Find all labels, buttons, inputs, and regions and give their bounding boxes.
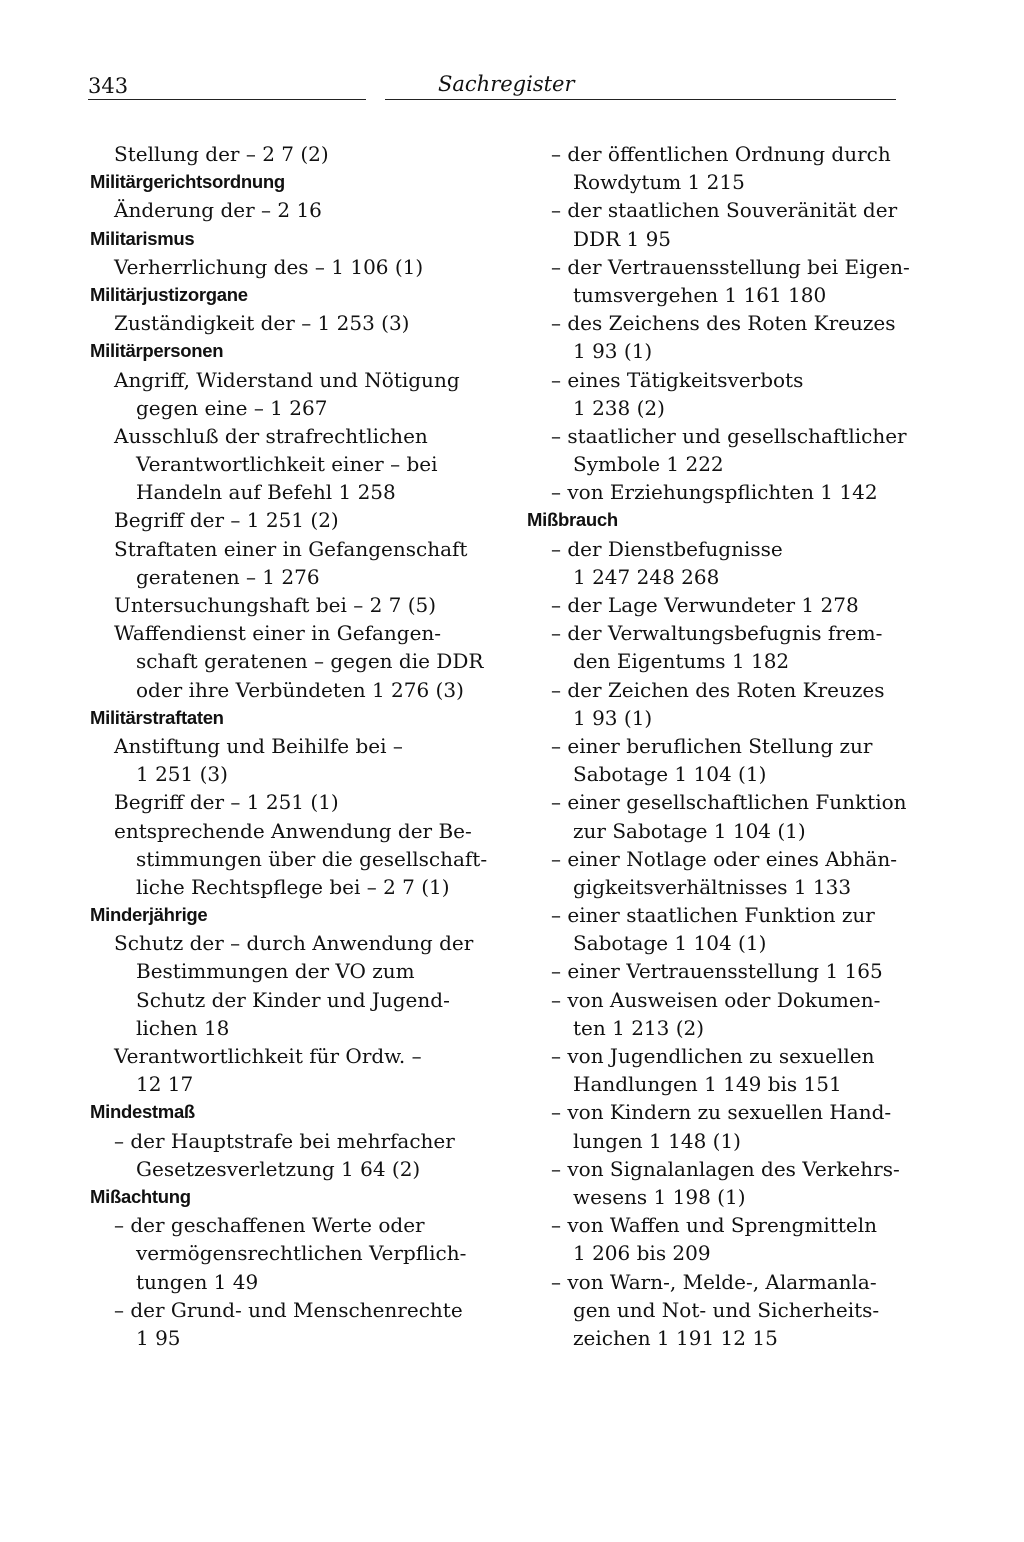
index-entry: – des Zeichens des Roten Kreuzes [551, 311, 896, 336]
index-heading: Mißachtung [90, 1185, 191, 1207]
index-entry: – von Jugendlichen zu sexuellen [551, 1044, 875, 1068]
header-rule-right [385, 99, 896, 100]
index-entry: – der Lage Verwundeter 1 278 [551, 593, 859, 617]
index-entry: – einer beruflichen Stellung zur [551, 733, 873, 758]
index-entry: Angriff, Widerstand und Nötigung [114, 367, 460, 392]
index-entry: – einer Notlage oder eines Abhän- [551, 846, 897, 871]
index-entry: 1 251 (3) [136, 762, 228, 787]
index-entry: – der staatlichen Souveränität der [551, 198, 898, 223]
index-entry: Ausschluß der strafrechtlichen [114, 423, 428, 448]
index-entry: Änderung der – 2 16 [114, 198, 322, 223]
index-entry: – einer gesellschaftlichen Funktion [551, 790, 907, 815]
index-entry: Schutz der Kinder und Jugend- [136, 987, 450, 1012]
index-entry: – von Warn-, Melde-, Alarmanla- [551, 1269, 877, 1294]
index-entry: Symbole 1 222 [573, 452, 724, 477]
index-entry: – der Zeichen des Roten Kreuzes [551, 677, 885, 702]
index-entry: geratenen – 1 276 [136, 564, 320, 589]
index-column-right [527, 140, 910, 1352]
index-heading: Minderjährige [90, 904, 208, 926]
index-entry: oder ihre Verbündeten 1 276 (3) [136, 677, 464, 702]
index-entry: den Eigentums 1 182 [573, 649, 790, 674]
index-entry: lungen 1 148 (1) [573, 1128, 741, 1153]
index-entry: 1 93 (1) [573, 339, 653, 364]
index-entry: schaft geratenen – gegen die DDR [136, 649, 484, 674]
index-entry: Zuständigkeit der – 1 253 (3) [114, 311, 410, 336]
index-entry: – der Dienstbefugnisse [551, 536, 783, 561]
index-entry: lichen 18 [136, 1015, 230, 1040]
index-entry: gigkeitsverhältnisses 1 133 [573, 874, 852, 899]
index-entry: – der Hauptstrafe bei mehrfacher [114, 1128, 455, 1153]
index-entry: Stellung der – 2 7 (2) [114, 142, 329, 166]
index-heading: Militarismus [90, 227, 195, 249]
index-entry: Verherrlichung des – 1 106 (1) [114, 254, 424, 279]
index-entry: ten 1 213 (2) [573, 1015, 705, 1040]
index-entry: – staatlicher und gesellschaftlicher [551, 423, 907, 448]
page-number: 343 [88, 74, 129, 98]
index-entry: Anstiftung und Beihilfe bei – [114, 733, 403, 758]
index-entry: DDR 1 95 [573, 226, 672, 251]
index-entry: 1 93 (1) [573, 705, 653, 730]
index-entry: – der öffentlichen Ordnung durch [551, 142, 891, 166]
index-entry: Handeln auf Befehl 1 258 [136, 480, 396, 505]
index-heading: Militärpersonen [90, 340, 224, 362]
index-entry: Gesetzesverletzung 1 64 (2) [136, 1156, 421, 1181]
index-entry: gegen eine – 1 267 [136, 395, 328, 420]
index-entry: 1 206 bis 209 [573, 1241, 711, 1266]
index-entry: – der Verwaltungsbefugnis frem- [551, 621, 883, 646]
index-entry: tumsvergehen 1 161 180 [573, 282, 827, 307]
index-entry: Straftaten einer in Gefangenschaft [114, 536, 468, 561]
index-heading: Mindestmaß [90, 1101, 195, 1123]
index-entry: tungen 1 49 [136, 1269, 259, 1294]
running-head: Sachregister [438, 72, 575, 96]
index-entry: Handlungen 1 149 bis 151 [573, 1072, 842, 1097]
index-entry: – einer staatlichen Funktion zur [551, 903, 875, 928]
index-heading: Militärjustizorgane [90, 283, 248, 305]
index-entry: – von Ausweisen oder Dokumen- [551, 987, 881, 1012]
index-entry: – eines Tätigkeitsverbots [551, 367, 804, 392]
index-entry: – der Grund- und Menschenrechte [114, 1297, 463, 1322]
index-entry: zeichen 1 191 12 15 [573, 1325, 778, 1350]
index-heading: Militärstraftaten [90, 706, 224, 728]
index-entry: zur Sabotage 1 104 (1) [573, 818, 806, 843]
index-entry: 12 17 [136, 1072, 194, 1097]
index-entry: Begriff der – 1 251 (2) [114, 508, 339, 533]
index-entry: Bestimmungen der VO zum [136, 959, 415, 984]
index-entry: Rowdytum 1 215 [573, 170, 745, 195]
index-heading: Militärgerichtsordnung [90, 171, 285, 193]
index-entry: Untersuchungshaft bei – 2 7 (5) [114, 593, 437, 617]
index-entry: – von Waffen und Sprengmitteln [551, 1213, 878, 1238]
header-rule-left [88, 99, 366, 100]
index-entry: wesens 1 198 (1) [573, 1184, 746, 1209]
index-entry: 1 95 [136, 1325, 181, 1350]
index-entry: gen und Not- und Sicherheits- [573, 1297, 880, 1322]
page-header [0, 0, 1024, 110]
index-entry: – der geschaffenen Werte oder [114, 1213, 425, 1238]
index-entry: 1 238 (2) [573, 395, 665, 420]
index-entry: Waffendienst einer in Gefangen- [114, 621, 442, 646]
index-entry: – von Kindern zu sexuellen Hand- [551, 1100, 892, 1125]
index-entry: – von Erziehungspflichten 1 142 [551, 480, 878, 505]
index-entry: liche Rechtspflege bei – 2 7 (1) [136, 874, 450, 899]
index-entry: Begriff der – 1 251 (1) [114, 790, 339, 815]
index-entry: vermögensrechtlichen Verpflich- [136, 1241, 467, 1266]
index-entry: – der Vertrauensstellung bei Eigen- [551, 254, 910, 279]
index-entry: Verantwortlichkeit einer – bei [136, 452, 438, 477]
index-entry: – von Signalanlagen des Verkehrs- [551, 1156, 900, 1181]
index-entry: Sabotage 1 104 (1) [573, 931, 767, 956]
index-entry: stimmungen über die gesellschaft- [136, 846, 488, 871]
index-entry: – einer Vertrauensstellung 1 165 [551, 959, 883, 984]
index-entry: 1 247 248 268 [573, 564, 720, 589]
index-heading: Mißbrauch [527, 509, 618, 531]
index-entry: entsprechende Anwendung der Be- [114, 818, 472, 843]
index-entry: Schutz der – durch Anwendung der [114, 931, 474, 956]
index-entry: Sabotage 1 104 (1) [573, 762, 767, 787]
index-entry: Verantwortlichkeit für Ordw. – [114, 1044, 422, 1068]
index-column-left [90, 140, 488, 1352]
